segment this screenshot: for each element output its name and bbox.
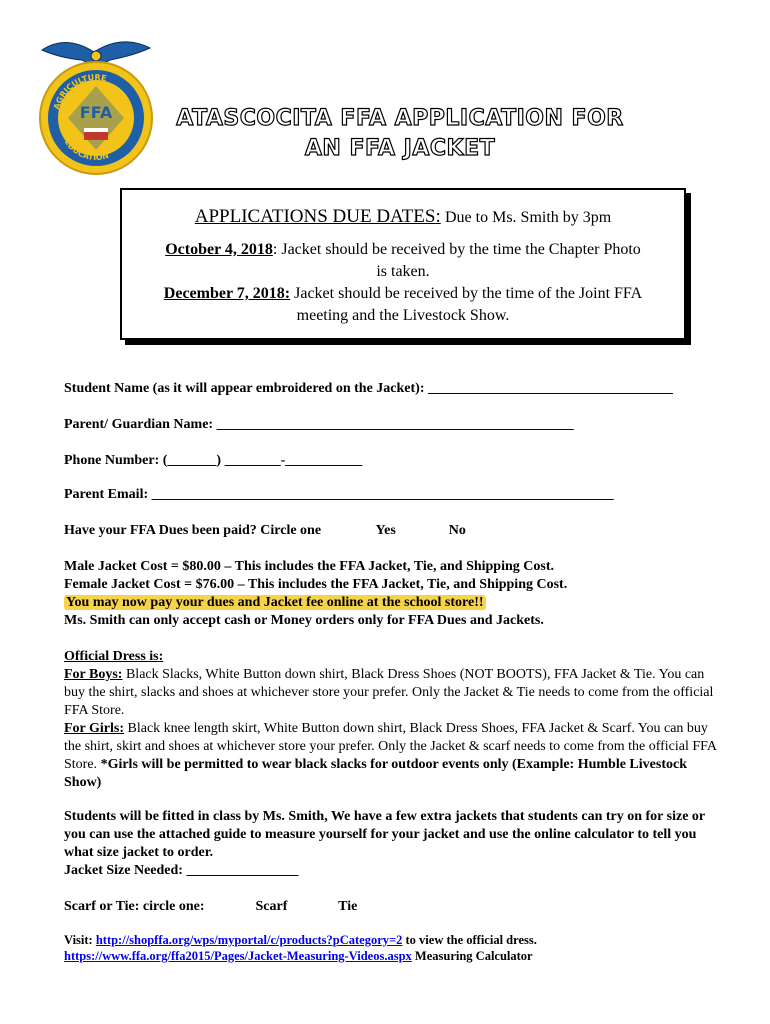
girls-text: Black knee length skirt, White Button down shirt, Black Dress Shoes, FFA Jacket & Scarf. You can buy the shirt, skirt and shoes at whichever store your prefer. Only the Jacket & scarf needs to come from the official FFA Store. — [64, 721, 717, 772]
measuring-videos-link[interactable]: https://www.ffa.org/ffa2015/Pages/Jacket-Measuring-Videos.aspx — [64, 949, 412, 963]
visit-line — [64, 932, 724, 948]
scarf-tie-question — [64, 898, 357, 916]
emblem-ring-top-text: AGRICULTURE — [52, 72, 108, 111]
due-dates-heading — [122, 206, 684, 229]
student-name-field[interactable]: Student Name (as it will appear embroidered on the Jacket): ___________________________________ — [64, 381, 673, 396]
page-title — [150, 104, 650, 164]
scarf-tie-label: Scarf or Tie: circle one: — [64, 899, 205, 914]
due-date-1-text: : Jacket should be received by the time the Chapter Photo — [272, 241, 641, 258]
due-date-1-cont: is taken. — [376, 263, 430, 280]
title-line-1: ATASCOCITA FFA APPLICATION FOR — [176, 106, 624, 131]
girls-slacks-note: *Girls will be permitted to wear black slacks for outdoor events only (Example: Humble Livestock Show) — [64, 757, 687, 790]
parent-name-field[interactable]: Parent/ Guardian Name: ___________________________________________________ — [64, 417, 574, 432]
jacket-size-field[interactable]: Jacket Size Needed: ________________ — [64, 863, 299, 878]
dues-question — [64, 522, 466, 540]
title-line-2: AN FFA JACKET — [304, 136, 496, 161]
due-date-1 — [122, 239, 684, 261]
due-date-2-cont: meeting and the Livestock Show. — [296, 307, 510, 324]
online-payment-note: You may now pay your dues and Jacket fee online at the school store!! — [66, 595, 484, 610]
male-cost: Male Jacket Cost = $80.00 – This includes the FFA Jacket, Tie, and Shipping Cost. — [64, 559, 554, 574]
dues-no-option[interactable]: No — [448, 523, 466, 538]
boys-dress — [64, 666, 724, 720]
due-dates-heading-note: Due to Ms. Smith by 3pm — [444, 209, 612, 226]
scarf-option[interactable]: Scarf — [255, 899, 288, 914]
visit-after-text: to view the official dress. — [402, 933, 537, 947]
emblem-center-text: FFA — [79, 103, 113, 122]
girls-label: For Girls: — [64, 721, 125, 736]
due-dates-box — [120, 188, 686, 340]
female-cost: Female Jacket Cost = $76.00 – This includes the FFA Jacket, Tie, and Shipping Cost. — [64, 577, 568, 592]
boys-label: For Boys: — [64, 667, 123, 682]
measuring-after-text: Measuring Calculator — [411, 949, 533, 963]
shop-ffa-link[interactable]: http://shopffa.org/wps/myportal/c/products?pCategory=2 — [95, 933, 403, 947]
due-date-2-text: Jacket should be received by the time of the Joint FFA — [290, 285, 643, 302]
due-dates-heading-label: APPLICATIONS DUE DATES: — [194, 206, 441, 227]
parent-email-field[interactable]: Parent Email: __________________________________________________________________ — [64, 487, 614, 502]
fitting-section — [64, 808, 724, 880]
girls-dress — [64, 720, 724, 792]
boys-text: Black Slacks, White Button down shirt, Black Dress Shoes (NOT BOOTS), FFA Jacket & Tie. You can buy the shirt, slacks and shoes at whichever store your prefer. Only the Jacket & Tie needs to come from the official FFA Store. — [64, 667, 714, 718]
costs-section — [64, 558, 724, 630]
dues-question-label: Have your FFA Dues been paid? Circle one — [64, 523, 322, 538]
cash-note: Ms. Smith can only accept cash or Money orders only for FFA Dues and Jackets. — [64, 613, 544, 628]
due-date-2-date: December 7, 2018: — [163, 285, 291, 302]
dues-yes-option[interactable]: Yes — [375, 523, 396, 538]
due-date-2 — [122, 283, 684, 305]
links-section — [64, 932, 724, 964]
due-date-1-date: October 4, 2018 — [165, 241, 273, 258]
ffa-emblem-logo — [36, 34, 156, 176]
measuring-line — [64, 948, 724, 964]
emblem-ring-bottom-text: EDUCATION — [62, 137, 110, 163]
phone-field[interactable]: Phone Number: (_______) ________-___________ — [64, 453, 363, 468]
tie-option[interactable]: Tie — [338, 899, 358, 914]
fitting-text: Students will be fitted in class by Ms. Smith, We have a few extra jackets that students can try on for size or you can use the attached guide to measure yourself for your jacket and use the online calculator to tell you what size jacket to order. — [64, 809, 705, 860]
visit-label: Visit: — [64, 933, 96, 947]
official-dress-heading: Official Dress is: — [64, 649, 164, 664]
official-dress-section — [64, 648, 724, 792]
